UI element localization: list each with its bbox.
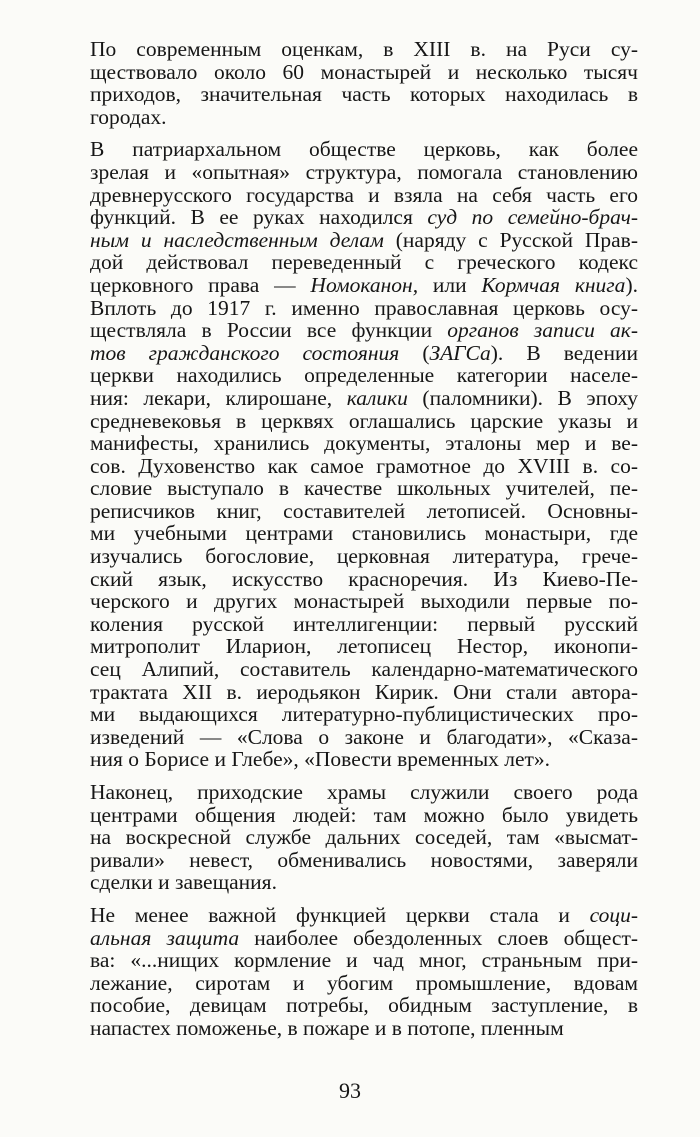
text-line: Вплоть до 1917 г. именно православная церковь осу- [90, 295, 638, 320]
text-line: изучались богословие, церковная литература, грече- [90, 544, 638, 569]
text-line: сов. Духовенство как самое грамотное до XVIII в. со- [90, 453, 638, 478]
paragraph [90, 38, 638, 128]
text-line: пособие, девицам потребы, обидным заступление, в [90, 993, 638, 1018]
text-line: черского и других монастырей выходили первые по- [90, 589, 638, 614]
text-line: ществляла в России все функции органов записи ак- [90, 318, 638, 343]
text-line: изведений — «Слова о законе и благодати», «Сказа- [90, 724, 638, 749]
page-number: 93 [339, 1078, 361, 1103]
text-line: церковного права — Номоканон, или Кормчая книга). [90, 272, 638, 297]
text-line: трактата XII в. иеродьякон Кирик. Они стали автора- [90, 679, 638, 704]
text-line: реписчиков книг, составителей летописей. Основны- [90, 498, 638, 523]
text-line: ва: «...нищих кормление и чад мног, страньным при- [90, 948, 638, 973]
text-line: По современным оценкам, в XIII в. на Руси су- [90, 37, 638, 61]
text-line: тов гражданского состояния (ЗАГСа). В ведении [90, 340, 638, 365]
paragraph [90, 138, 638, 771]
text-line: средневековья в церквях оглашались царские указы и [90, 408, 638, 433]
text-line: ривали» невест, обменивались новостями, заверяли [90, 847, 638, 872]
text-line: ский язык, искусство красноречия. Из Киево-Пе- [90, 566, 638, 591]
text-line: приходов, значительная часть которых находилась в [90, 82, 638, 107]
text-line: напастех поможенье, в пожаре и в потопе, пленным [90, 1015, 564, 1040]
text-line: на воскресной службе дальних соседей, там «высмат- [90, 825, 638, 850]
text-line: Не менее важной функцией церкви стала и соци- [90, 902, 638, 927]
text-line: зрелая и «опытная» структура, помогала становлению [90, 159, 638, 184]
text-line: сделки и завещания. [90, 870, 277, 895]
text-line: древнерусского государства и взяла на себя часть его [90, 182, 638, 207]
text-line: ным и наследственным делам (наряду с Русской Прав- [90, 227, 638, 252]
text-line: митрополит Иларион, летописец Нестор, иконопи- [90, 634, 638, 659]
text-line: манифесты, хранились документы, эталоны мер и ве- [90, 431, 638, 456]
text-line: ми учебными центрами становились монастыри, где [90, 521, 638, 546]
text-line: функций. В ее руках находился суд по семейно-брач- [90, 205, 638, 230]
paragraph [90, 904, 638, 1040]
text-line: церкви находились определенные категории населе- [90, 363, 638, 388]
text-line: словие выступало в качестве школьных учителей, пе- [90, 476, 638, 501]
text-line: В патриархальном обществе церковь, как более [90, 137, 638, 162]
text-line: городах. [90, 104, 167, 129]
text-line: коления русской интеллигенции: первый русский [90, 611, 638, 636]
text-line: ния о Борисе и Глебе», «Повести временных лет». [90, 747, 551, 772]
text-line: альная защита наиболее обездоленных слоев общест- [90, 925, 638, 950]
text-line: ществовало около 60 монастырей и несколько тысяч [90, 59, 638, 84]
text-line: сец Алипий, составитель календарно-математического [90, 657, 638, 682]
text-line: Наконец, приходские храмы служили своего рода [90, 780, 638, 804]
text-line: ми выдающихся литературно-публицистических про- [90, 702, 638, 727]
text-line: дой действовал переведенный с греческого кодекс [90, 250, 638, 275]
text-line: ния: лекари, клирошане, калики (паломники). В эпоху [90, 385, 638, 410]
paragraph [90, 781, 638, 894]
text-line: лежание, сиротам и убогим промышление, вдовам [90, 970, 638, 995]
text-line: центрами общения людей: там можно было увидеть [90, 802, 638, 827]
body-text [90, 38, 638, 1050]
